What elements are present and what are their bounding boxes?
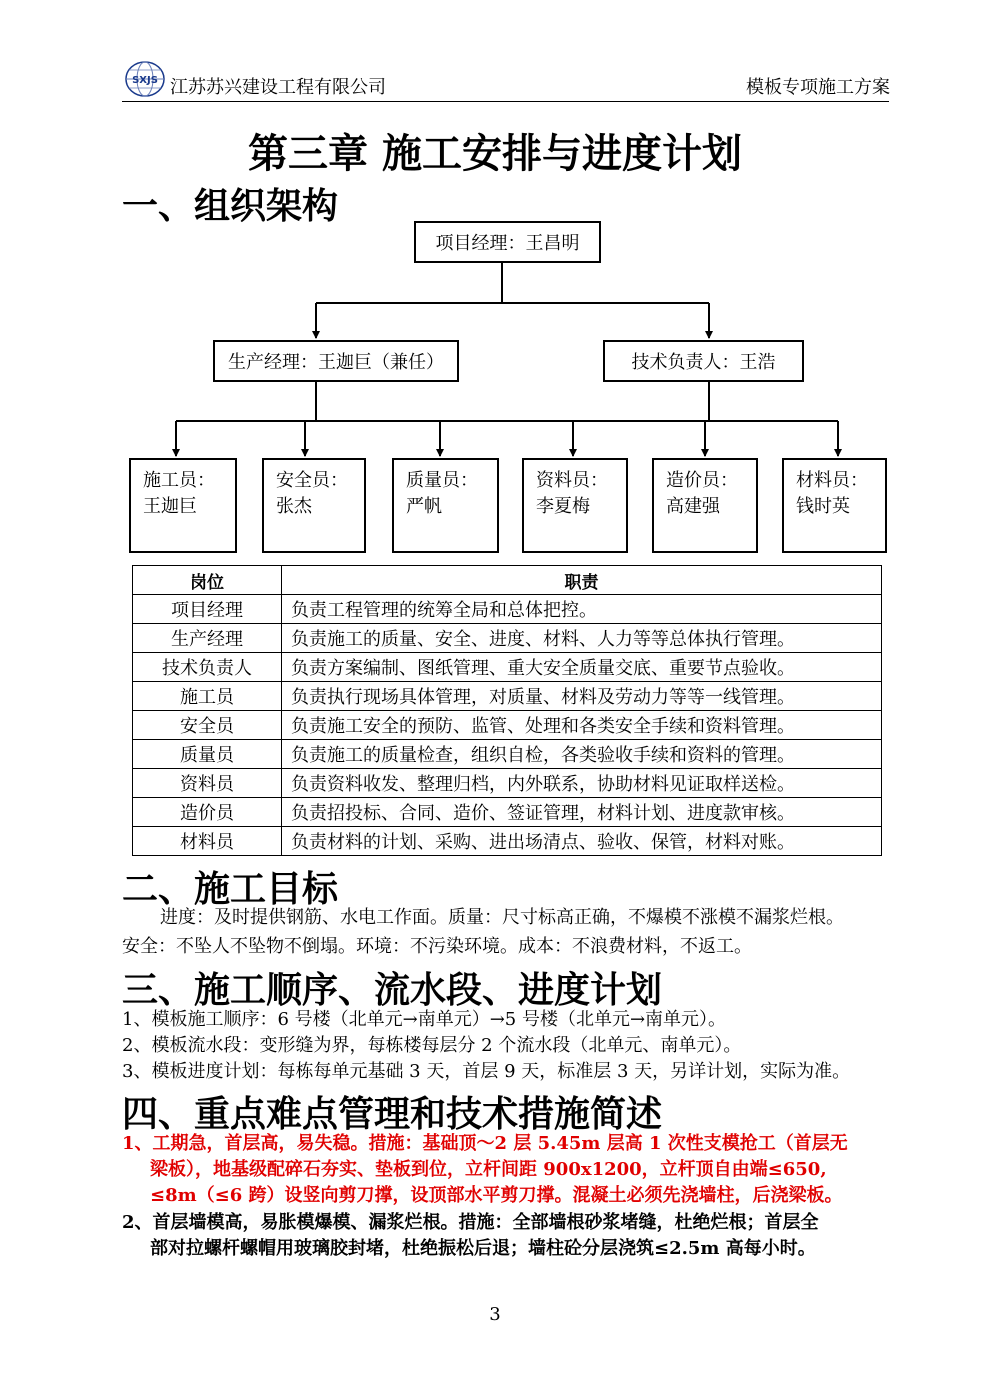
duty-cell: 负责施工安全的预防、监管、处理和各类安全手续和资料管理。 (282, 711, 882, 740)
position-cell: 质量员 (133, 740, 282, 769)
key-point-2-line: 部对拉螺杆螺帽用玻璃胶封堵，杜绝振松后退；墙柱砼分层浇筑≤2.5m 高每小时。 (150, 1238, 816, 1259)
org-box-production-manager: 生产经理：王迦巨（兼任） (213, 340, 459, 382)
key-point-2-line: 2、首层墙模高，易胀模爆模、漏浆烂根。措施：全部墙根砂浆堵缝，杜绝烂根；首层全 (122, 1212, 819, 1233)
table-row (133, 827, 882, 856)
key-point-1-line: 1、工期急，首层高，易失稳。措施：基础顶～2 层 5.45m 层高 1 次性支模抢工（首层无 (122, 1133, 848, 1154)
duties-table (132, 565, 882, 856)
org-box-staff (522, 458, 628, 553)
sequence-item: 3、模板进度计划：每栋每单元基础 3 天，首层 9 天，标准层 3 天，另详计划，实际为准。 (122, 1061, 851, 1082)
section3-heading: 三、施工顺序、流水段、进度计划 (122, 970, 663, 1011)
table-row (133, 653, 882, 682)
chapter-title: 第三章 施工安排与进度计划 (248, 131, 742, 177)
table-row (133, 769, 882, 798)
staff-role: 质量员： (406, 470, 478, 491)
staff-name: 高建强 (666, 496, 720, 517)
org-box-staff (392, 458, 499, 553)
duty-cell: 负责资料收发、整理归档，内外联系，协助材料见证取样送检。 (282, 769, 882, 798)
sequence-item: 2、模板流水段：变形缝为界，每栋楼每层分 2 个流水段（北单元、南单元）。 (122, 1035, 742, 1056)
position-cell: 安全员 (133, 711, 282, 740)
table-row (133, 798, 882, 827)
header-doc-title: 模板专项施工方案 (746, 77, 890, 98)
org-box-staff (782, 458, 887, 553)
duty-cell: 负责施工的质量检查，组织自检，各类验收手续和资料的管理。 (282, 740, 882, 769)
staff-name: 李夏梅 (536, 496, 590, 517)
column-header-position: 岗位 (133, 566, 282, 595)
sequence-item: 1、模板施工顺序：6 号楼（北单元→南单元）→5 号楼（北单元→南单元）。 (122, 1009, 727, 1030)
org-box-staff (652, 458, 758, 553)
column-header-duty: 职责 (282, 566, 882, 595)
position-cell: 造价员 (133, 798, 282, 827)
staff-name: 王迦巨 (143, 496, 197, 517)
org-box-technical-lead: 技术负责人：王浩 (603, 340, 804, 382)
table-row (133, 711, 882, 740)
staff-role: 资料员： (536, 470, 608, 491)
staff-name: 钱时英 (796, 496, 850, 517)
staff-role: 造价员： (666, 470, 738, 491)
table-row (133, 624, 882, 653)
section2-heading: 二、施工目标 (122, 869, 339, 910)
position-cell: 资料员 (133, 769, 282, 798)
key-point-1-line: 梁板），地基级配碎石夯实、垫板到位，立杆间距 900x1200，立杆顶自由端≤650, (150, 1159, 827, 1180)
staff-name: 严帆 (406, 496, 442, 517)
section4-heading: 四、重点难点管理和技术措施简述 (122, 1094, 663, 1135)
position-cell: 生产经理 (133, 624, 282, 653)
table-row (133, 740, 882, 769)
org-box-project-manager: 项目经理：王昌明 (414, 221, 601, 263)
duty-cell: 负责方案编制、图纸管理、重大安全质量交底、重要节点验收。 (282, 653, 882, 682)
org-box-staff (262, 458, 366, 553)
position-cell: 材料员 (133, 827, 282, 856)
section1-heading: 一、组织架构 (122, 186, 339, 227)
svg-text:SXJS: SXJS (132, 75, 158, 86)
org-box-staff (129, 458, 237, 553)
position-cell: 技术负责人 (133, 653, 282, 682)
staff-role: 材料员： (796, 470, 868, 491)
goals-line-1: 进度：及时提供钢筋、水电工作面。质量：尺寸标高正确，不爆模不涨模不漏浆烂根。 (160, 907, 844, 928)
duty-cell: 负责招投标、合同、造价、签证管理，材料计划、进度款审核。 (282, 798, 882, 827)
position-cell: 项目经理 (133, 595, 282, 624)
staff-name: 张杰 (276, 496, 312, 517)
staff-role: 施工员： (143, 470, 215, 491)
duty-cell: 负责施工的质量、安全、进度、材料、人力等等总体执行管理。 (282, 624, 882, 653)
duty-cell: 负责工程管理的统筹全局和总体把控。 (282, 595, 882, 624)
duty-cell: 负责材料的计划、采购、进出场清点、验收、保管，材料对账。 (282, 827, 882, 856)
header-company-name: 江苏苏兴建设工程有限公司 (170, 77, 386, 98)
key-point-1-line: ≤8m（≤6 跨）设竖向剪刀撑，设顶部水平剪刀撑。混凝土必须先浇墙柱，后浇梁板。 (150, 1185, 843, 1206)
table-header-row (133, 566, 882, 595)
table-row (133, 595, 882, 624)
goals-line-2: 安全：不坠人不坠物不倒塌。环境：不污染环境。成本：不浪费材料，不返工。 (122, 936, 752, 957)
staff-role: 安全员： (276, 470, 348, 491)
duty-cell: 负责执行现场具体管理，对质量、材料及劳动力等等一线管理。 (282, 682, 882, 711)
table-row (133, 682, 882, 711)
position-cell: 施工员 (133, 682, 282, 711)
page-number: 3 (489, 1304, 501, 1325)
